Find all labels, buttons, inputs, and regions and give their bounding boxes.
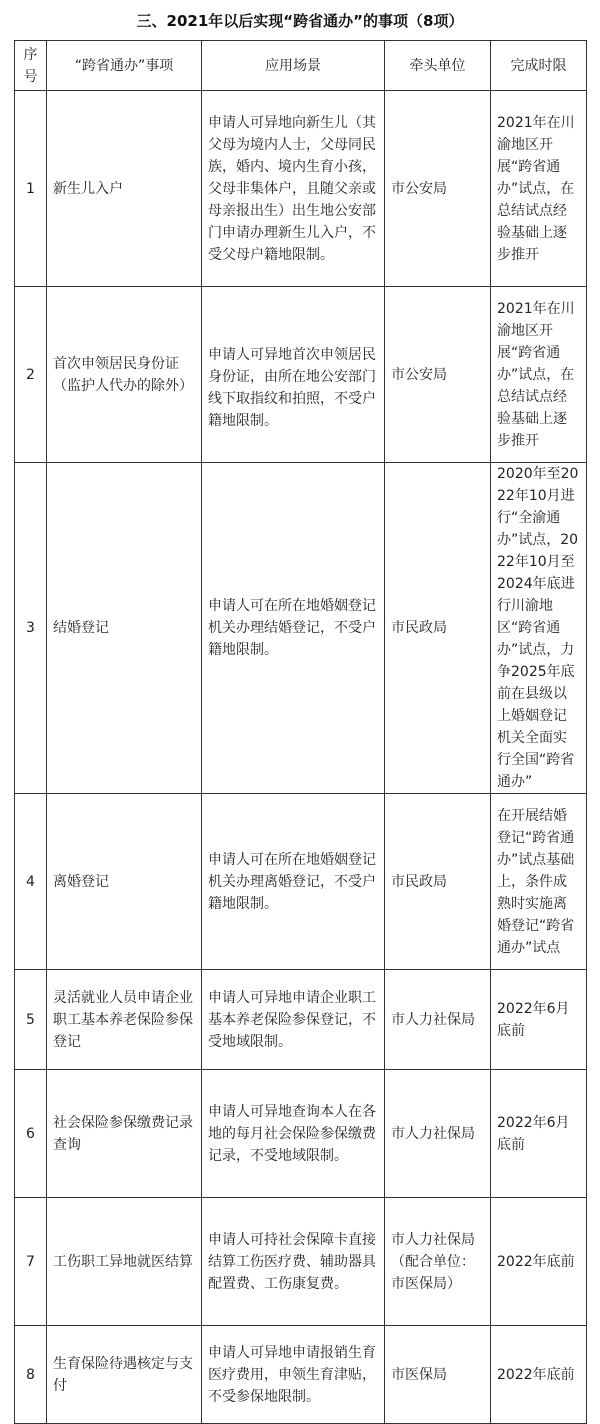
row-scene: 申请人可在所在地婚姻登记机关办理结婚登记，不受户籍地限制。	[202, 463, 385, 794]
table-row	[15, 91, 587, 287]
row-index: 8	[15, 1326, 47, 1424]
row-scene: 申请人可异地向新生儿（其父母为境内人士，父母同民族，婚内、境内生育小孩，父母非集体户，且随父亲或母亲报出生）出生地公安部门申请办理新生儿入户，不受父母户籍地限制。	[202, 91, 385, 287]
matters-table	[14, 40, 587, 1424]
row-unit: 市民政局	[385, 463, 491, 794]
header-time: 完成时限	[491, 41, 587, 91]
table-row	[15, 794, 587, 970]
row-item: 新生儿入户	[47, 91, 202, 287]
row-index: 7	[15, 1198, 47, 1326]
table-header-row	[15, 41, 587, 91]
row-unit: 市人力社保局	[385, 970, 491, 1070]
row-unit: 市公安局	[385, 287, 491, 463]
row-time: 2021年在川渝地区开展“跨省通办”试点，在总结试点经验基础上逐步推开	[491, 287, 587, 463]
row-scene: 申请人可异地申请企业职工基本养老保险参保登记，不受地域限制。	[202, 970, 385, 1070]
header-scene: 应用场景	[202, 41, 385, 91]
row-index: 1	[15, 91, 47, 287]
row-unit: 市民政局	[385, 794, 491, 970]
row-time: 2022年底前	[491, 1198, 587, 1326]
row-unit: 市医保局	[385, 1326, 491, 1424]
table-row	[15, 970, 587, 1070]
table-row	[15, 1326, 587, 1424]
row-item: 离婚登记	[47, 794, 202, 970]
row-time: 2021年在川渝地区开展“跨省通办”试点，在总结试点经验基础上逐步推开	[491, 91, 587, 287]
row-time: 2022年6月底前	[491, 970, 587, 1070]
row-time: 2022年底前	[491, 1326, 587, 1424]
row-item: 灵活就业人员申请企业职工基本养老保险参保登记	[47, 970, 202, 1070]
row-item: 社会保险参保缴费记录查询	[47, 1070, 202, 1198]
table-row	[15, 1070, 587, 1198]
row-scene: 申请人可在所在地婚姻登记机关办理离婚登记，不受户籍地限制。	[202, 794, 385, 970]
row-unit: 市人力社保局	[385, 1070, 491, 1198]
table-row	[15, 463, 587, 794]
row-item: 生育保险待遇核定与支付	[47, 1326, 202, 1424]
row-scene: 申请人可异地申请报销生育医疗费用，申领生育津贴，不受参保地限制。	[202, 1326, 385, 1424]
row-unit: 市公安局	[385, 91, 491, 287]
row-item: 工伤职工异地就医结算	[47, 1198, 202, 1326]
row-time: 2022年6月底前	[491, 1070, 587, 1198]
row-scene: 申请人可持社会保障卡直接结算工伤医疗费、辅助器具配置费、工伤康复费。	[202, 1198, 385, 1326]
row-index: 3	[15, 463, 47, 794]
page-title: 三、2021年以后实现“跨省通办”的事项（8项）	[136, 12, 464, 30]
row-index: 4	[15, 794, 47, 970]
row-index: 5	[15, 970, 47, 1070]
header-index: 序号	[15, 41, 47, 91]
row-scene: 申请人可异地首次申领居民身份证，由所在地公安部门线下取指纹和拍照，不受户籍地限制。	[202, 287, 385, 463]
row-item: 首次申领居民身份证（监护人代办的除外）	[47, 287, 202, 463]
row-index: 6	[15, 1070, 47, 1198]
row-time: 2020年至2022年10月进行“全渝通办”试点，2022年10月至2024年底进行川渝地区“跨省通办”试点，力争2025年底前在县级以上婚姻登记机关全面实行全国“跨省通办”	[491, 463, 587, 794]
row-index: 2	[15, 287, 47, 463]
row-item: 结婚登记	[47, 463, 202, 794]
row-unit: 市人力社保局（配合单位：市医保局）	[385, 1198, 491, 1326]
table-row	[15, 1198, 587, 1326]
header-unit: 牵头单位	[385, 41, 491, 91]
header-item: “跨省通办”事项	[47, 41, 202, 91]
row-time: 在开展结婚登记“跨省通办”试点基础上，条件成熟时实施离婚登记“跨省通办”试点	[491, 794, 587, 970]
row-scene: 申请人可异地查询本人在各地的每月社会保险参保缴费记录，不受地域限制。	[202, 1070, 385, 1198]
table-row	[15, 287, 587, 463]
